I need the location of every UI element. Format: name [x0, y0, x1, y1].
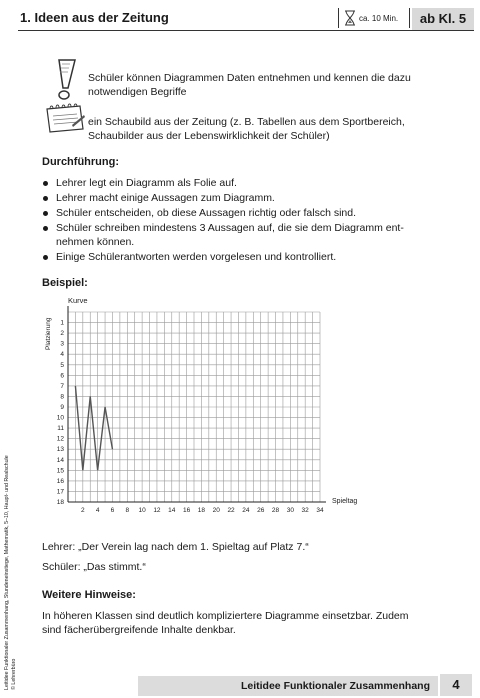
list-item-text: Lehrer legt ein Diagramm als Folie auf.: [56, 177, 237, 189]
x-tick-label: 34: [316, 507, 324, 514]
ranking-chart: [36, 290, 376, 520]
material-line: Schaubilder aus der Lebenswirklichkeit der Schüler): [88, 130, 330, 142]
x-tick-label: 26: [257, 507, 265, 514]
y-tick-label: 7: [60, 382, 64, 390]
material-line: ein Schaubild aus der Zeitung (z. B. Tabellen aus dem Sportbereich,: [88, 116, 405, 128]
y-axis-label: Platzierung: [45, 317, 52, 350]
credit-line: Leitidee Funktionaler Zusammenhang, Stundeneinstiege, Mathematik, 5–10, Haupt- und Realschule: [4, 455, 10, 690]
y-tick-label: 12: [56, 435, 64, 443]
x-tick-label: 2: [81, 507, 85, 514]
y-tick-label: 4: [60, 351, 64, 359]
section-heading-beispiel: Beispiel:: [42, 277, 88, 289]
x-tick-label: 22: [227, 507, 235, 514]
bullet-icon: [43, 196, 48, 201]
learning-goal-line: Schüler können Diagrammen Daten entnehmen und kennen die dazu: [88, 72, 411, 84]
x-tick-label: 16: [182, 507, 191, 514]
footer-title: Leitidee Funktionaler Zusammenhang: [138, 676, 438, 696]
y-tick-label: 1: [60, 319, 64, 327]
grade-label: ab Kl. 5: [412, 8, 474, 30]
list-item: [42, 222, 462, 249]
x-tick-label: 4: [95, 507, 100, 514]
x-tick-label: 12: [153, 507, 161, 514]
x-tick-label: 10: [138, 507, 146, 514]
list-item-text: Schüler entscheiden, ob diese Aussagen richtig oder falsch sind.: [56, 207, 357, 219]
y-tick-label: 9: [60, 404, 64, 411]
bullet-icon: [43, 211, 48, 216]
list-item: [42, 251, 462, 265]
y-tick-label: 15: [56, 467, 64, 475]
chart-title: Kurve: [68, 296, 88, 305]
material-text: [88, 115, 468, 143]
y-tick-label: 6: [60, 372, 64, 380]
list-item-text: Lehrer macht einige Aussagen zum Diagramm.: [56, 192, 275, 204]
page-footer: [0, 672, 480, 698]
y-tick-label: 14: [56, 456, 64, 464]
y-tick-label: 11: [57, 425, 64, 433]
x-axis-label: Spieltag: [332, 498, 358, 505]
bullet-icon: [43, 181, 48, 186]
x-tick-label: 30: [286, 507, 294, 514]
x-tick-label: 6: [110, 507, 115, 514]
y-tick-label: 18: [56, 499, 64, 506]
y-tick-label: 16: [56, 477, 64, 485]
list-item-text: Einige Schülerantworten werden vorgelesen und kontrolliert.: [56, 250, 337, 263]
y-tick-label: 17: [56, 488, 64, 496]
list-item: [42, 177, 462, 191]
hints-line: In höheren Klassen sind deutlich kompliziertere Diagramme einsetzbar. Zudem: [42, 610, 409, 622]
page-number: 4: [440, 674, 472, 696]
y-tick-label: 2: [60, 330, 64, 338]
time-estimate: ca. 10 Min.: [359, 14, 399, 23]
y-tick-label: 5: [60, 361, 64, 369]
y-tick-label: 3: [60, 340, 64, 348]
x-tick-label: 20: [212, 507, 220, 514]
section-heading-durchfuehrung: Durchführung:: [42, 156, 119, 168]
sidebar-credit: [4, 310, 17, 690]
y-tick-label: 8: [60, 393, 64, 401]
hints-line: sind fächerübergreifende Inhalte denkbar.: [42, 624, 236, 636]
procedure-list: [42, 177, 462, 266]
y-tick-label: 13: [56, 446, 64, 454]
time-box: [338, 8, 410, 28]
y-tick-label: 10: [56, 414, 64, 422]
x-tick-label: 14: [168, 507, 176, 514]
teacher-statement: Lehrer: „Der Verein lag nach dem 1. Spieltag auf Platz 7.“: [42, 541, 309, 553]
list-item-text: Schüler schreiben mindestens 3 Aussagen auf, die sie dem Diagramm ent-: [56, 222, 404, 234]
learning-goal: [88, 71, 468, 99]
chapter-title: 1. Ideen aus der Zeitung: [20, 10, 169, 25]
notepad-icon: [44, 103, 86, 135]
student-answer: Schüler: „Das stimmt.“: [42, 561, 146, 573]
x-tick-label: 8: [125, 507, 130, 514]
learning-goal-line: notwendigen Begriffe: [88, 86, 187, 98]
x-tick-label: 32: [301, 507, 309, 514]
x-tick-label: 18: [197, 507, 206, 514]
list-item-text: nehmen können.: [56, 235, 135, 248]
page-header: [18, 8, 474, 31]
list-item: [42, 192, 462, 206]
hourglass-icon: [344, 10, 356, 26]
section-heading-hinweise: Weitere Hinweise:: [42, 589, 136, 601]
x-tick-label: 24: [242, 507, 250, 514]
copyright-line: © Lehrerbüro: [10, 658, 17, 690]
hints-text: [42, 609, 467, 637]
list-item: [42, 207, 462, 221]
exclamation-icon: [50, 58, 80, 102]
bullet-icon: [43, 255, 48, 260]
x-tick-label: 28: [271, 507, 280, 514]
bullet-icon: [43, 226, 48, 231]
